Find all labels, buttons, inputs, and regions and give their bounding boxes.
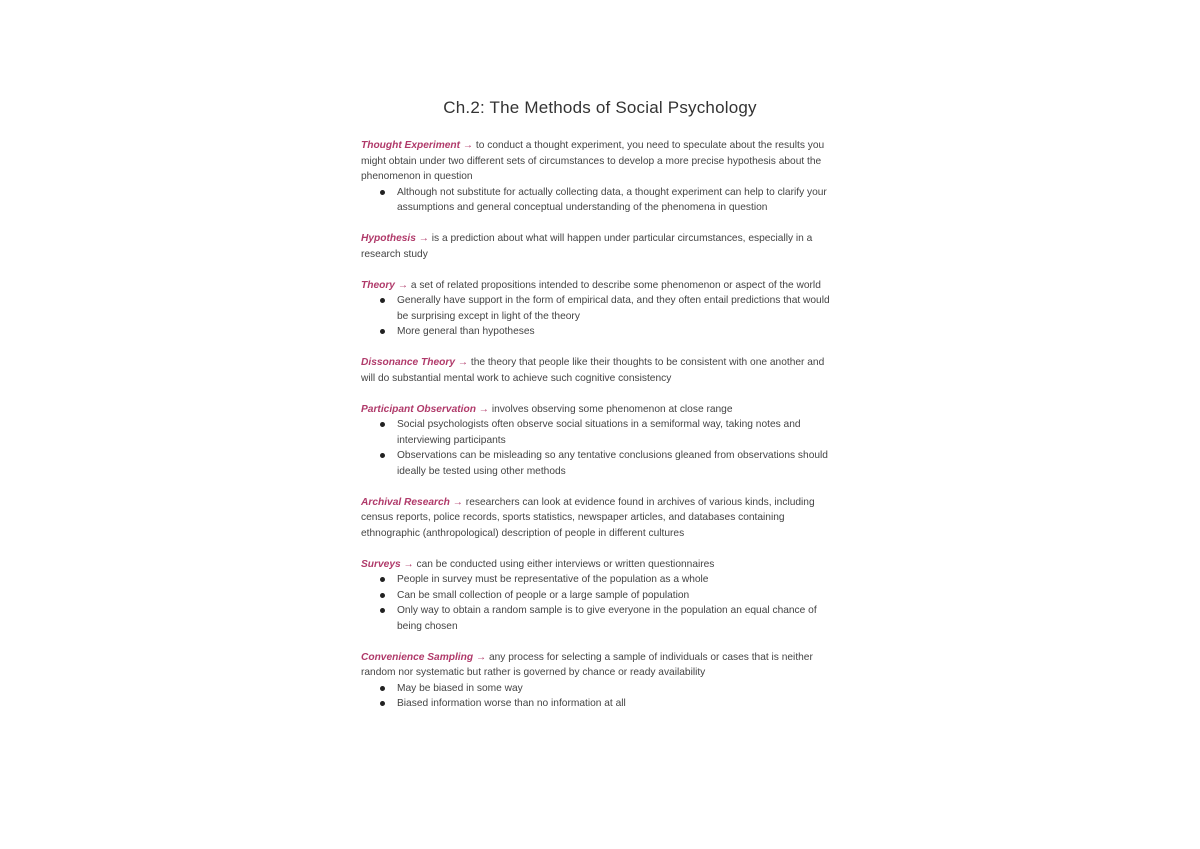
arrow-icon: → [475, 651, 487, 663]
section-theory [361, 278, 841, 340]
definition-paragraph [361, 231, 841, 262]
section-hypothesis [361, 231, 841, 262]
definition-text: involves observing some phenomenon at close range [491, 403, 733, 415]
arrow-icon: → [397, 279, 408, 291]
arrow-icon: → [418, 233, 429, 244]
term-heading: Archival Research [361, 496, 450, 508]
definition-paragraph [361, 355, 841, 386]
term-heading: Dissonance Theory [361, 357, 455, 368]
definition-paragraph [361, 278, 841, 294]
bullet-list [361, 572, 841, 634]
term-heading: Participant Observation [361, 403, 476, 415]
section-participant-observation [361, 402, 841, 480]
definition-paragraph [361, 495, 841, 542]
arrow-icon: → [452, 496, 463, 508]
list-item: Social psychologists often observe social situations in a semiformal way, taking notes and interviewing participants [397, 417, 841, 448]
document-body [361, 138, 841, 727]
definition-paragraph [361, 557, 841, 573]
list-item: People in survey must be representative of the population as a whole [397, 572, 841, 588]
bullet-list [361, 293, 841, 340]
definition-text: researchers can look at evidence found in archives of various kinds, including census reports, police records, sports statistics, newspaper articles, and databases containing ethnographic (anthropological) description of people in different cultures [361, 496, 815, 539]
bullet-list [361, 185, 841, 216]
section-surveys [361, 557, 841, 635]
document-title: Ch.2: The Methods of Social Psychology [443, 98, 757, 117]
definition-text: can be conducted using either interviews or written questionnaires [416, 558, 715, 570]
definition-text: to conduct a thought experiment, you need to speculate about the results you might obtain under two different sets of circumstances to develop a more precise hypothesis about the phenomenon in question [361, 140, 825, 182]
term-heading: Thought Experiment [361, 140, 461, 151]
arrow-icon: → [478, 403, 489, 415]
term-heading: Theory [361, 279, 395, 291]
section-thought-experiment [361, 138, 841, 216]
bullet-list [361, 417, 841, 479]
definition-paragraph [361, 138, 841, 185]
section-convenience-sampling [361, 650, 841, 712]
definition-text: the theory that people like their thoughts to be consistent with one another and will do substantial mental work to achieve such cognitive consistency [361, 357, 825, 384]
definition-text: any process for selecting a sample of individuals or cases that is neither random nor systematic but rather is governed by chance or ready availability [361, 651, 813, 678]
arrow-icon: → [457, 357, 469, 368]
term-heading: Surveys [361, 558, 401, 570]
definition-text: a set of related propositions intended to describe some phenomenon or aspect of the world [410, 279, 821, 291]
definition-text: is a prediction about what will happen under particular circumstances, especially in a research study [361, 233, 813, 260]
list-item: Although not substitute for actually collecting data, a thought experiment can help to clarify your assumptions and general conceptual understanding of the phenomena in question [397, 185, 841, 216]
list-item: Can be small collection of people or a large sample of population [397, 588, 841, 604]
list-item: Only way to obtain a random sample is to give everyone in the population an equal chance of being chosen [397, 603, 841, 634]
section-dissonance-theory [361, 355, 841, 386]
term-heading: Hypothesis [361, 233, 416, 244]
term-heading: Convenience Sampling [361, 651, 474, 663]
list-item: More general than hypotheses [397, 324, 841, 340]
bullet-list [361, 681, 841, 712]
definition-paragraph [361, 650, 841, 681]
list-item: Biased information worse than no information at all [397, 696, 841, 712]
section-archival-research [361, 495, 841, 542]
list-item: Observations can be misleading so any tentative conclusions gleaned from observations should ideally be tested using other methods [397, 448, 841, 479]
list-item: Generally have support in the form of empirical data, and they often entail predictions that would be surprising except in light of the theory [397, 293, 841, 324]
definition-paragraph [361, 402, 841, 418]
list-item: May be biased in some way [397, 681, 841, 697]
arrow-icon: → [462, 140, 474, 151]
arrow-icon: → [403, 558, 414, 570]
